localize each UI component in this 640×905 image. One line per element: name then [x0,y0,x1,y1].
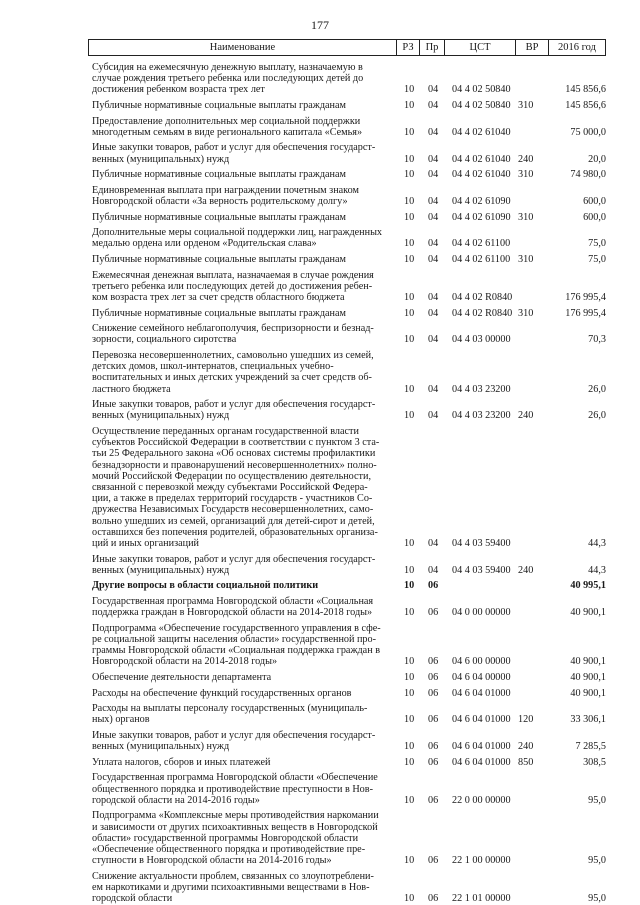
row-cst: 04 6 04 01000 [452,756,511,768]
row-pr: 06 [428,687,439,699]
row-name: Снижение семейного неблагополучия, беспризорности и безнад- зорности, социального сиротства [92,323,374,346]
header-rz: РЗ [396,39,420,56]
table-header [0,39,640,57]
row-amount: 95,0 [588,893,606,905]
row-vr: 310 [518,307,534,319]
row-pr: 06 [428,656,439,668]
row-amount: 26,0 [588,410,606,422]
row-name: Публичные нормативные социальные выплаты гражданам [92,211,346,223]
row-rz: 10 [404,671,415,683]
row-cst: 04 6 04 01000 [452,687,511,699]
row-cst: 04 4 02 61090 [452,195,511,207]
row-rz: 10 [404,383,415,395]
row-pr: 04 [428,126,439,138]
row-pr: 06 [428,741,439,753]
row-name: Публичные нормативные социальные выплаты гражданам [92,100,346,111]
row-amount: 74 980,0 [570,169,606,181]
row-cst: 04 4 03 59400 [452,564,511,576]
row-amount: 7 285,5 [575,741,606,753]
row-vr: 240 [518,564,534,576]
row-name: Осуществление переданных органам государственной власти субъектов Российской Федерации в соответствии с пунктом 3 ста- тьи 25 Федерального закона «Об основах системы профилактики безнадзорности и правонарушений несовершеннолетних» полно- мочий Российской Федерации по осуществлению деятельности, связанной с перевозкой между субъектами Российской Федера- ции, а также в пределах территорий государств - участников Со- дружества Независимых Государств несовершеннолетних, само- вольно ушедших из семей, организаций для детей-сирот и детей, оставшихся без попечения родителей, образовательных организа- ций и иных организаций [92,426,380,550]
row-name: Расходы на выплаты персоналу государственных (муниципаль- ных) органов [92,703,368,726]
row-amount: 44,3 [588,537,606,549]
row-name: Перевозка несовершеннолетних, самовольно ушедших из семей, детских домов, школ-интернатов, специальных учебно- воспитательных и иных детских учреждений за счет средств об- ластного бюджета [92,350,374,395]
table-row [0,703,640,725]
row-cst: 04 6 04 01000 [452,714,511,726]
row-cst: 04 0 00 00000 [452,607,511,619]
row-pr: 04 [428,383,439,395]
row-pr: 04 [428,253,439,265]
row-amount: 176 995,4 [565,291,606,303]
row-rz: 10 [404,855,415,867]
row-name: Подпрограмма «Комплексные меры противодействия наркомании и зависимости от других психоактивных веществ в Новгородской области» государственной программы Новгородской области «Обеспечение общественного порядка и противодействие пре- ступности в Новгородской области на 2014-2016 годы» [92,810,379,867]
row-amount: 75 000,0 [570,126,606,138]
page-number: 177 [311,18,329,32]
table-row [0,672,640,683]
row-rz: 10 [404,410,415,422]
row-pr: 04 [428,84,439,96]
row-pr: 06 [428,671,439,683]
row-rz: 10 [404,756,415,768]
table-row [0,688,640,699]
row-name: Снижение актуальности проблем, связанных со злоупотреблени- ем наркотиками и другими психоактивными веществами в Нов- городской области [92,870,374,905]
row-rz: 10 [404,195,415,207]
row-cst: 04 4 02 61100 [452,238,511,250]
row-pr: 04 [428,195,439,207]
table-row [0,308,640,319]
row-amount: 95,0 [588,855,606,867]
row-pr: 06 [428,756,439,768]
table-row [0,227,640,249]
row-pr: 04 [428,211,439,223]
table-row [0,772,640,806]
row-name: Иные закупки товаров, работ и услуг для обеспечения государст- венных (муниципальных) нужд [92,399,376,422]
row-pr: 04 [428,564,439,576]
table-row [0,554,640,576]
row-vr: 120 [518,714,534,726]
table-row [0,100,640,111]
row-amount: 75,0 [588,253,606,265]
table-row [0,596,640,618]
row-rz: 10 [404,307,415,319]
row-name: Субсидия на ежемесячную денежную выплату, назначаемую в случае рождения третьего ребенка или последующих детей до достижения ребенком возраста трех лет [92,62,364,96]
table-row [0,270,640,304]
row-name: Другие вопросы в области социальной политики [92,580,319,592]
row-rz: 10 [404,126,415,138]
table-row [0,169,640,180]
row-amount: 176 995,4 [565,307,606,319]
row-cst: 04 4 02 50840 [452,99,511,111]
row-rz: 10 [404,580,415,592]
row-rz: 10 [404,687,415,699]
row-name: Иные закупки товаров, работ и услуг для обеспечения государст- венных (муниципальных) нужд [92,730,376,753]
table-row [0,350,640,395]
table-row [0,757,640,768]
row-cst: 04 4 03 59400 [452,537,511,549]
row-name: Ежемесячная денежная выплата, назначаемая в случае рождения третьего ребенка или последующих детей до достижения ребен- ком возраста трех лет за счет средств областного бюджета [92,269,374,303]
row-vr: 240 [518,741,534,753]
table-row [0,871,640,905]
row-pr: 04 [428,153,439,165]
row-rz: 10 [404,714,415,726]
header-name: Наименование [88,39,397,56]
table-row [0,254,640,265]
row-cst: 04 4 02 R0840 [452,291,513,303]
table-row [0,426,640,549]
row-amount: 40 995,1 [570,580,606,592]
row-name: Государственная программа Новгородской области «Обеспечение общественного порядка и противодействие преступности в Нов- городской области на 2014-2016 годы» [92,772,378,806]
row-name: Предоставление дополнительных мер социальной поддержки многодетным семьям в виде регионального капитала «Семья» [92,115,363,138]
table-row [0,62,640,96]
row-cst: 04 6 00 00000 [452,656,511,668]
row-cst: 22 1 01 00000 [452,893,511,905]
row-vr: 310 [518,169,534,181]
row-pr: 06 [428,580,439,592]
row-rz: 10 [404,607,415,619]
table-row [0,623,640,668]
header-cst: ЦСТ [444,39,516,56]
row-rz: 10 [404,238,415,250]
row-cst: 04 4 03 23200 [452,383,511,395]
row-rz: 10 [404,334,415,346]
table-row [0,185,640,207]
row-rz: 10 [404,99,415,111]
row-rz: 10 [404,656,415,668]
table-row [0,580,640,591]
row-cst: 04 4 02 61100 [452,253,511,265]
row-name: Обеспечение деятельности департамента [92,672,272,683]
row-amount: 600,0 [583,195,606,207]
row-vr: 850 [518,756,534,768]
row-pr: 04 [428,410,439,422]
row-amount: 40 900,1 [570,607,606,619]
header-year: 2016 год [548,39,606,56]
row-rz: 10 [404,794,415,806]
row-name: Публичные нормативные социальные выплаты гражданам [92,169,346,181]
row-amount: 44,3 [588,564,606,576]
row-rz: 10 [404,741,415,753]
row-rz: 10 [404,893,415,905]
row-vr: 240 [518,153,534,165]
table-row [0,810,640,866]
row-pr: 06 [428,714,439,726]
row-pr: 06 [428,855,439,867]
row-amount: 70,3 [588,334,606,346]
row-cst: 04 4 03 23200 [452,410,511,422]
row-pr: 06 [428,607,439,619]
row-vr: 240 [518,410,534,422]
table-row [0,399,640,421]
row-name: Публичные нормативные социальные выплаты гражданам [92,307,346,319]
row-rz: 10 [404,84,415,96]
row-pr: 06 [428,794,439,806]
row-pr: 04 [428,334,439,346]
row-cst: 22 1 00 00000 [452,855,511,867]
header-vr: ВР [515,39,549,56]
row-cst: 04 4 02 61040 [452,126,511,138]
row-amount: 40 900,1 [570,656,606,668]
row-cst: 04 6 04 00000 [452,671,511,683]
row-name: Иные закупки товаров, работ и услуг для обеспечения государст- венных (муниципальных) нужд [92,142,376,165]
row-name: Публичные нормативные социальные выплаты гражданам [92,254,346,265]
row-name: Расходы на обеспечение функций государственных органов [92,687,352,699]
row-cst: 04 6 04 01000 [452,741,511,753]
header-pr: Пр [419,39,445,56]
row-pr: 04 [428,291,439,303]
row-cst: 22 0 00 00000 [452,794,511,806]
row-pr: 04 [428,307,439,319]
table-row [0,142,640,164]
row-amount: 308,5 [583,756,606,768]
row-cst: 04 4 02 61090 [452,211,511,223]
row-name: Государственная программа Новгородской области «Социальная поддержка граждан в Новгородской области на 2014-2018 годы» [92,596,374,619]
row-name: Иные закупки товаров, работ и услуг для обеспечения государст- венных (муниципальных) нужд [92,553,376,576]
row-pr: 04 [428,169,439,181]
table-row [0,212,640,223]
row-cst: 04 4 02 50840 [452,84,511,96]
row-rz: 10 [404,291,415,303]
row-amount: 40 900,1 [570,671,606,683]
row-amount: 20,0 [588,153,606,165]
row-rz: 10 [404,153,415,165]
row-amount: 33 306,1 [570,714,606,726]
row-rz: 10 [404,253,415,265]
row-pr: 04 [428,99,439,111]
row-pr: 04 [428,537,439,549]
table-row [0,730,640,752]
row-amount: 145 856,6 [565,84,606,96]
row-cst: 04 4 02 61040 [452,169,511,181]
row-cst: 04 4 03 00000 [452,334,511,346]
row-amount: 75,0 [588,238,606,250]
row-name: Уплата налогов, сборов и иных платежей [92,756,271,768]
row-name: Дополнительные меры социальной поддержки лиц, награжденных медалью ордена или орденом «Родительская слава» [92,227,383,250]
row-name: Единовременная выплата при награждении почетным знаком Новгородской области «За верность родительскому долгу» [92,184,359,207]
row-name: Подпрограмма «Обеспечение государственного управления в сфе- ре социальной защиты населения области» государственной про- граммы Новгородской области «Социальная поддержка граждан в Новгородской области на 2014-2018 годы» [92,622,381,668]
row-cst: 04 4 02 61040 [452,153,511,165]
row-amount: 95,0 [588,794,606,806]
row-cst: 04 4 02 R0840 [452,307,513,319]
row-amount: 145 856,6 [565,99,606,111]
row-vr: 310 [518,211,534,223]
row-rz: 10 [404,564,415,576]
row-amount: 40 900,1 [570,687,606,699]
row-vr: 310 [518,253,534,265]
row-vr: 310 [518,99,534,111]
table-row [0,116,640,138]
row-rz: 10 [404,211,415,223]
row-rz: 10 [404,537,415,549]
row-pr: 04 [428,238,439,250]
row-amount: 600,0 [583,211,606,223]
row-amount: 26,0 [588,383,606,395]
row-rz: 10 [404,169,415,181]
table-row [0,323,640,345]
row-pr: 06 [428,893,439,905]
